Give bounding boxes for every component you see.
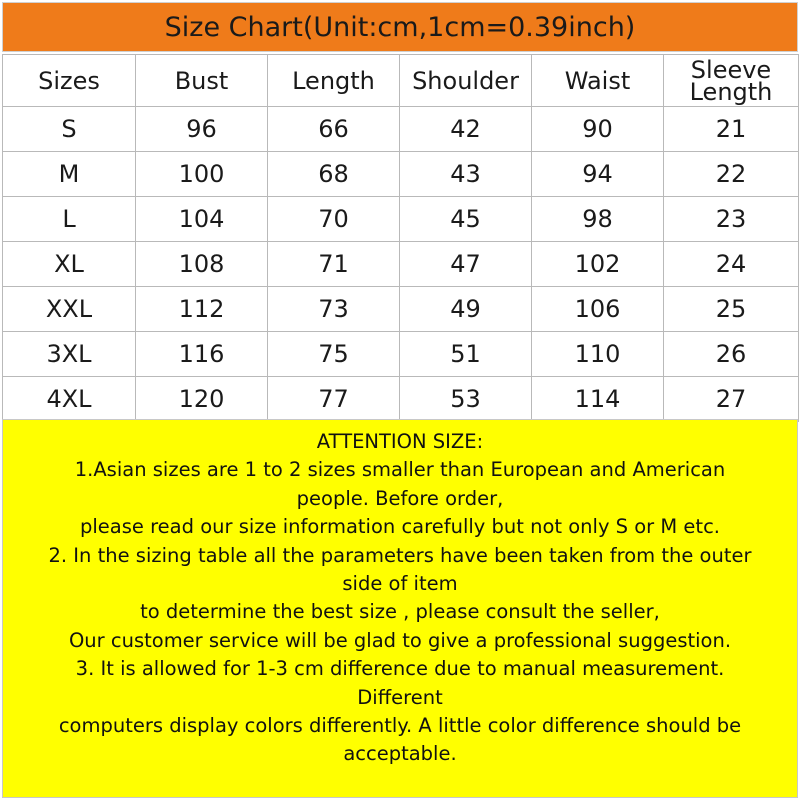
notice-line: side of item	[342, 572, 458, 596]
size-table	[2, 54, 799, 422]
cell-sleeve-length: 27	[664, 377, 799, 422]
table-row	[3, 197, 799, 242]
header-sleeve-length	[664, 55, 799, 107]
cell-waist: 90	[532, 107, 664, 152]
notice-line: 2. In the sizing table all the parameters have been taken from the outer	[48, 543, 752, 567]
cell-waist: 98	[532, 197, 664, 242]
notice-line: acceptable.	[343, 742, 457, 766]
notice-line: 1.Asian sizes are 1 to 2 sizes smaller than European and American	[74, 458, 726, 482]
cell-bust: 120	[136, 377, 268, 422]
cell-sleeve-length: 21	[664, 107, 799, 152]
table-row	[3, 152, 799, 197]
table-row	[3, 107, 799, 152]
cell-shoulder: 47	[400, 242, 532, 287]
cell-shoulder: 51	[400, 332, 532, 377]
cell-waist: 94	[532, 152, 664, 197]
notice-line: Our customer service will be glad to give a professional suggestion.	[68, 628, 732, 652]
header-waist: Waist	[532, 55, 664, 107]
cell-size: XL	[3, 242, 136, 287]
cell-length: 75	[268, 332, 400, 377]
cell-bust: 112	[136, 287, 268, 332]
header-sizes: Sizes	[3, 55, 136, 107]
cell-shoulder: 45	[400, 197, 532, 242]
table-row	[3, 287, 799, 332]
cell-size: 3XL	[3, 332, 136, 377]
cell-waist: 106	[532, 287, 664, 332]
cell-length: 66	[268, 107, 400, 152]
cell-size: XXL	[3, 287, 136, 332]
cell-length: 77	[268, 377, 400, 422]
cell-length: 73	[268, 287, 400, 332]
header-shoulder: Shoulder	[400, 55, 532, 107]
cell-sleeve-length: 26	[664, 332, 799, 377]
cell-sleeve-length: 23	[664, 197, 799, 242]
notice-line: 3. It is allowed for 1-3 cm difference due to manual measurement.	[75, 657, 725, 681]
cell-shoulder: 49	[400, 287, 532, 332]
cell-length: 70	[268, 197, 400, 242]
size-chart-title: Size Chart(Unit:cm,1cm=0.39inch)	[2, 2, 798, 52]
cell-size: M	[3, 152, 136, 197]
cell-size: L	[3, 197, 136, 242]
table-row	[3, 242, 799, 287]
cell-shoulder: 53	[400, 377, 532, 422]
cell-bust: 108	[136, 242, 268, 287]
cell-waist: 110	[532, 332, 664, 377]
cell-size: S	[3, 107, 136, 152]
table-row	[3, 377, 799, 422]
header-length: Length	[268, 55, 400, 107]
notice-heading: ATTENTION SIZE:	[316, 430, 484, 453]
header-sleeve-line1: Sleeve	[690, 55, 772, 84]
table-header-row	[3, 55, 799, 107]
cell-sleeve-length: 25	[664, 287, 799, 332]
cell-bust: 104	[136, 197, 268, 242]
cell-bust: 100	[136, 152, 268, 197]
cell-length: 68	[268, 152, 400, 197]
cell-bust: 96	[136, 107, 268, 152]
notice-line: people. Before order,	[296, 486, 504, 510]
cell-waist: 102	[532, 242, 664, 287]
cell-waist: 114	[532, 377, 664, 422]
cell-size: 4XL	[3, 377, 136, 422]
header-sleeve-line2: Length	[689, 77, 773, 106]
table-row	[3, 332, 799, 377]
cell-sleeve-length: 22	[664, 152, 799, 197]
cell-bust: 116	[136, 332, 268, 377]
notice-line: Different	[357, 685, 443, 709]
cell-shoulder: 42	[400, 107, 532, 152]
cell-length: 71	[268, 242, 400, 287]
cell-shoulder: 43	[400, 152, 532, 197]
header-bust: Bust	[136, 55, 268, 107]
notice-line: computers display colors differently. A little color difference should be	[58, 714, 742, 738]
notice-line: to determine the best size , please consult the seller,	[140, 600, 660, 624]
attention-notice	[2, 419, 798, 798]
cell-sleeve-length: 24	[664, 242, 799, 287]
notice-line: please read our size information carefully but not only S or M etc.	[80, 515, 720, 539]
